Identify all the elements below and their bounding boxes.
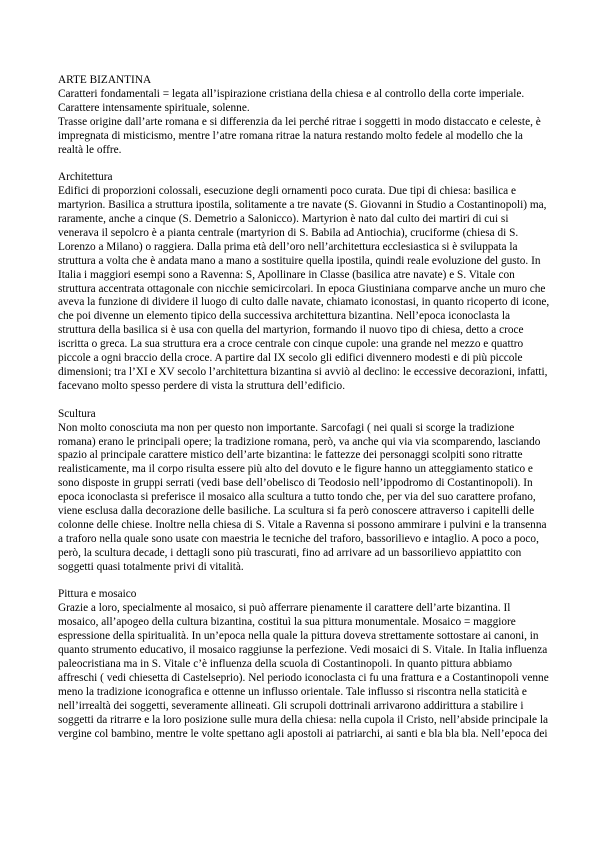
document-title: ARTE BIZANTINA [58, 74, 152, 86]
architettura-paragraph: Edifici di proporzioni colossali, esecuzione degli ornamenti poco curata. Due tipi di chiesa: basilica e martyrion. Basilica a struttura ipostila, solitamente a tre navate (S. Giovanni in Studio a Costantinopoli) ma, raramente, anche a cinque (S. Demetrio a Salonicco). Martyrion è nato dal culto dei martiri di cui si venerava il sepolcro è a pianta centrale (martyrion di S. Babila ad Antiochia), cruciforme (chiesa di S. Lorenzo a Milano) o raggiera. Dalla prima età dell’oro nell’architettura ecclesiastica si è sviluppata la struttura a volta che è andata mano a mano a sostituire quella ipostila, quindi reale evoluzione del gusto. In Italia i maggiori esempi sono a Ravenna: S, Apollinare in Classe (basilica atre navate) e S. Vitale con struttura accentrata ottagonale con nicchie semicircolari. In epoca Giustiniana comparve anche un muro che aveva la funzione di dividere il luogo di culto dalle navate, chiamato iconostasi, in quanto ricoperto di icone, che poi divenne un elemento tipico della successiva architettura bizantina. Nell’epoca iconoclasta la struttura della basilica si è usa con quella del martyrion, formando il nuovo tipo di chiesa, detto a croce iscritta o greca. La sua struttura era a croce centrale con cinque cupole: una grande nel mezzo e quattro piccole a ogni braccio della croce. A partire dal IX secolo gli edifici divennero modesti e di più piccole dimensioni; tra l’XI e XV secolo l’architettura bizantina si avviò al declino: le eccessive decorazioni, infatti, facevano molto spesso perdere di vista la struttura dell’edificio. [58, 185, 550, 392]
scultura-heading: Scultura [58, 407, 96, 420]
intro-paragraph-1: Caratteri fondamentali = legata all’ispirazione cristiana della chiesa e al controllo della corte imperiale. Carattere intensamente spirituale, solenne. [58, 87, 525, 114]
pittura-heading: Pittura e mosaico [58, 588, 137, 601]
section-gap [58, 575, 550, 589]
intro-paragraph-2: Trasse origine dall’arte romana e si differenzia da lei perché ritrae i soggetti in modo distaccato e celeste, è impregnata di misticismo, mentre l’atre romana ritrae la natura restando molto fedele al modello che la realtà le offre. [58, 115, 541, 156]
architettura-heading: Architettura [58, 171, 113, 184]
section-gap [58, 157, 550, 171]
scultura-paragraph: Non molto conosciuta ma non per questo non importante. Sarcofagi ( nei quali si scorge la tradizione romana) erano le principali opere; la tradizione romana, però, va anche qui via via scomparendo, lasciando spazio al principale carattere mistico dell’arte bizantina: le fattezze dei personaggi scolpiti sono ritratte realisticamente, ma il corpo risulta essere più alto del dovuto e le figure hanno un atteggiamento statico e sono disposte in gruppi serrati (vedi base dell’obelisco di Teodosio nell’ippodromo di Costantinopoli). In epoca iconoclasta si preferisce il mosaico alla scultura a tutto tondo che, per via del suo carattere profano, viene esclusa dalla decorazione delle basiliche. La scultura si fa però conoscere attraverso i capitelli delle colonne delle chiese. Inoltre nella chiesa di S. Vitale a Ravenna si possono ammirare i pulvini e la transenna a traforo nella quale sono usate con maestria le tecniche del traforo, bassorilievo e intaglio. A poco a poco, però, la scultura decade, i dettagli sono più trascurati, fino ad arrivare ad un bassorilievo appiattito con soggetti quasi totalmente privi di vitalità. [58, 421, 547, 573]
document-page [58, 74, 550, 741]
pittura-paragraph: Grazie a loro, specialmente al mosaico, si può afferrare pienamente il carattere dell’arte bizantina. Il mosaico, all’apogeo della cultura bizantina, costituì la sua pittura monumentale. Mosaico = maggiore espressione della spiritualità. In un’epoca nella quale la pittura doveva strettamente sottostare ai canoni, in quanto strumento educativo, il mosaico raggiunse la perfezione. Vedi mosaici di S. Vitale. In Italia influenza paleocristiana ma in S. Vitale c’è influenza della scuola di Costantinopoli. In quanto pittura abbiamo affreschi ( vedi chiesetta di Castelseprio). Nel periodo iconoclasta ci fu una frattura e a Costantinopoli venne meno la tradizione iconografica e ottenne un influsso orientale. Tale influsso si riscontra nella staticità e nell’irrealtà dei soggetti, severamente allineati. Gli scrupoli dottrinali arrivarono addirittura a stabilire i soggetti da ritrarre e la loro posizione sulle mura della chiesa: nella cupola il Cristo, nell’abside principale la vergine col bambino, mentre le volte spettano agli apostoli ai patriarchi, ai santi e bla bla bla. Nell’epoca dei [58, 602, 549, 740]
section-gap [58, 394, 550, 408]
